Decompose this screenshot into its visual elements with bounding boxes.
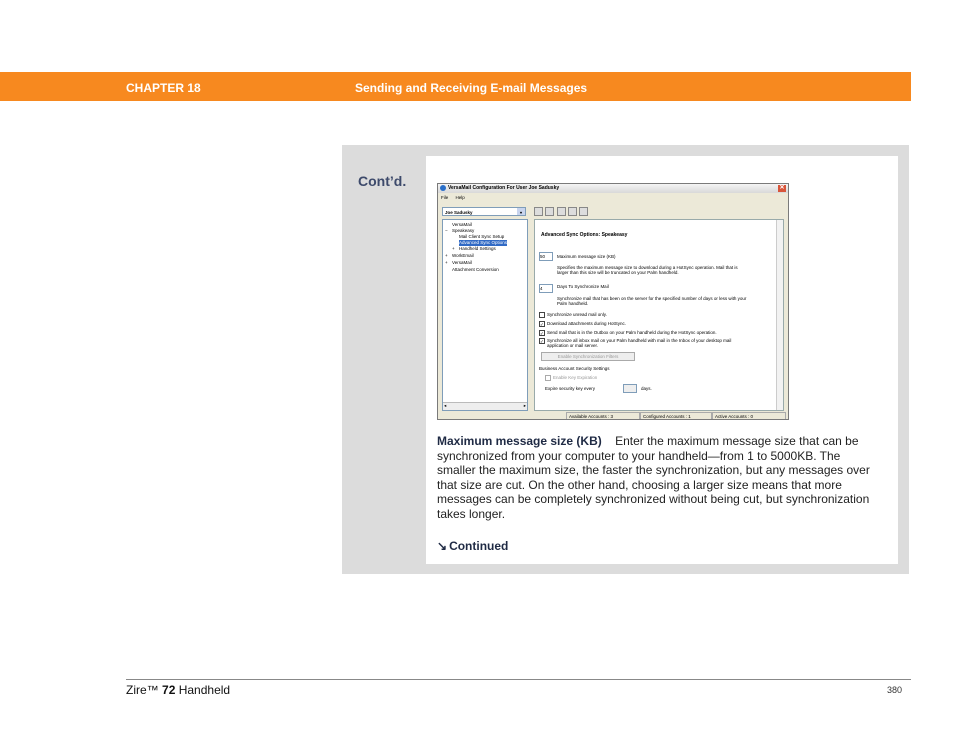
expire-unit: days. (641, 386, 652, 391)
unread-checkbox[interactable] (539, 312, 545, 318)
security-label: Business Account Security Settings (539, 366, 610, 371)
body-text: Enter the maximum message size that can be synchronized from your computer to your handheld—from 1 to 5000KB. The smaller the maximum size, the faster the synchronization, but any messages over that size are cut. On the other hand, choosing a larger size means that more messages can be completely synchronized without being cut, but synchronization takes longer. (437, 434, 870, 521)
outbox-label: Send mail that is in the Outbox on your Palm handheld during the HotSync operation. (547, 330, 717, 335)
versamail-config-screenshot (437, 183, 789, 420)
chapter-title: Sending and Receiving E-mail Messages (355, 81, 588, 95)
body-paragraph (437, 434, 882, 522)
continued-label: Continued (449, 539, 509, 553)
tree-item[interactable]: Handheld Settings (459, 246, 496, 251)
days-desc: Synchronize mail that has been on the server for the specified number of days or less with your (557, 296, 747, 301)
continued-heading: Cont’d. (358, 173, 407, 189)
footer-product-suffix: Handheld (178, 683, 231, 697)
settings-tree (442, 219, 528, 411)
continued-link[interactable] (437, 539, 508, 553)
chapter-header (0, 72, 911, 101)
window-title: VersaMail Configuration For User Joe Sadusky (448, 185, 560, 191)
days-label: Days To Synchronize Mail (557, 284, 609, 289)
toolbar (534, 207, 589, 216)
menu-help[interactable]: Help (455, 195, 465, 200)
user-select-value: Joe Sadusky (445, 210, 473, 215)
save-icon[interactable] (534, 207, 543, 216)
page-number: 380 (887, 685, 903, 695)
footer-model: 72 (162, 683, 176, 697)
help-icon[interactable] (579, 207, 588, 216)
chapter-number: CHAPTER 18 (126, 81, 201, 95)
max-size-input[interactable]: 50 (539, 252, 553, 261)
user-icon[interactable] (568, 207, 577, 216)
days-desc: Palm handheld. (557, 301, 589, 306)
tree-toggle[interactable]: − (445, 228, 448, 233)
arrow-down-right-icon: ↘ (437, 539, 448, 553)
footer-product (126, 683, 230, 697)
outbox-checkbox[interactable]: ✓ (540, 331, 544, 336)
tree-toggle[interactable]: + (445, 253, 448, 258)
menu-file[interactable]: File (441, 195, 449, 200)
attachments-label: Download attachments during HotSync. (547, 321, 627, 326)
status-bar (438, 412, 788, 419)
tree-item[interactable]: WorkEmail (452, 253, 474, 258)
unread-label: Synchronize unread mail only. (547, 312, 607, 317)
tree-toggle[interactable]: + (445, 260, 448, 265)
footer-product-prefix: Zire™ (126, 683, 159, 697)
expiration-checkbox[interactable] (545, 375, 551, 381)
close-icon[interactable]: ✕ (779, 185, 785, 191)
options-scrollbar[interactable] (776, 220, 783, 410)
max-size-label: Maximum message size (KB) (557, 254, 616, 259)
app-icon (440, 185, 446, 191)
tree-item-selected[interactable]: Advanced Sync Options (459, 240, 508, 245)
body-term: Maximum message size (KB) (437, 434, 602, 448)
tree-item[interactable]: Speakeasy (452, 228, 475, 233)
status-active: Active Accounts : 0 (712, 412, 786, 420)
scroll-right-icon[interactable]: ▸ (523, 403, 526, 408)
expire-label: Expire security key every (545, 386, 596, 391)
status-configured: Configured Accounts : 1 (640, 412, 712, 420)
days-input[interactable]: 4 (539, 284, 553, 293)
tree-item[interactable]: VersaMail (452, 222, 472, 227)
tree-item[interactable]: Mail Client Sync Setup (459, 234, 505, 239)
inbox-label: Synchronize all inbox mail on your Palm handheld with mail in the Inbox of your desktop mail (547, 338, 732, 343)
menu-bar (438, 194, 788, 202)
footer-divider (126, 679, 911, 680)
panel-title: Advanced Sync Options: Speakeasy (541, 232, 628, 238)
window-titlebar (438, 184, 788, 193)
max-size-desc: Specifies the maximum message size to download during a HotSync operation. Mail that is (557, 265, 738, 270)
sync-icon[interactable] (545, 207, 554, 216)
attachments-checkbox[interactable]: ✓ (540, 322, 544, 327)
max-size-desc: larger than this size will be truncated on your Palm handheld. (557, 270, 679, 275)
options-panel (534, 219, 784, 411)
tree-scrollbar[interactable] (443, 402, 527, 410)
add-icon[interactable] (557, 207, 566, 216)
scroll-left-icon[interactable]: ◂ (444, 403, 447, 408)
inbox-label: application or mail server. (547, 343, 599, 348)
chevron-down-icon[interactable]: ▾ (517, 208, 525, 215)
expire-days-input[interactable] (623, 384, 637, 393)
user-select[interactable] (442, 207, 526, 216)
filters-button[interactable]: Enable Synchronization Filters (541, 352, 635, 361)
inbox-checkbox[interactable]: ✓ (540, 339, 544, 344)
tree-item[interactable]: Attachment Conversion (452, 267, 499, 272)
status-available: Available Accounts : 3 (566, 412, 640, 420)
tree-item[interactable]: VersaMail (452, 260, 472, 265)
expiration-label: Enable Key Expiration (553, 375, 598, 380)
tree-toggle[interactable]: + (452, 246, 455, 251)
